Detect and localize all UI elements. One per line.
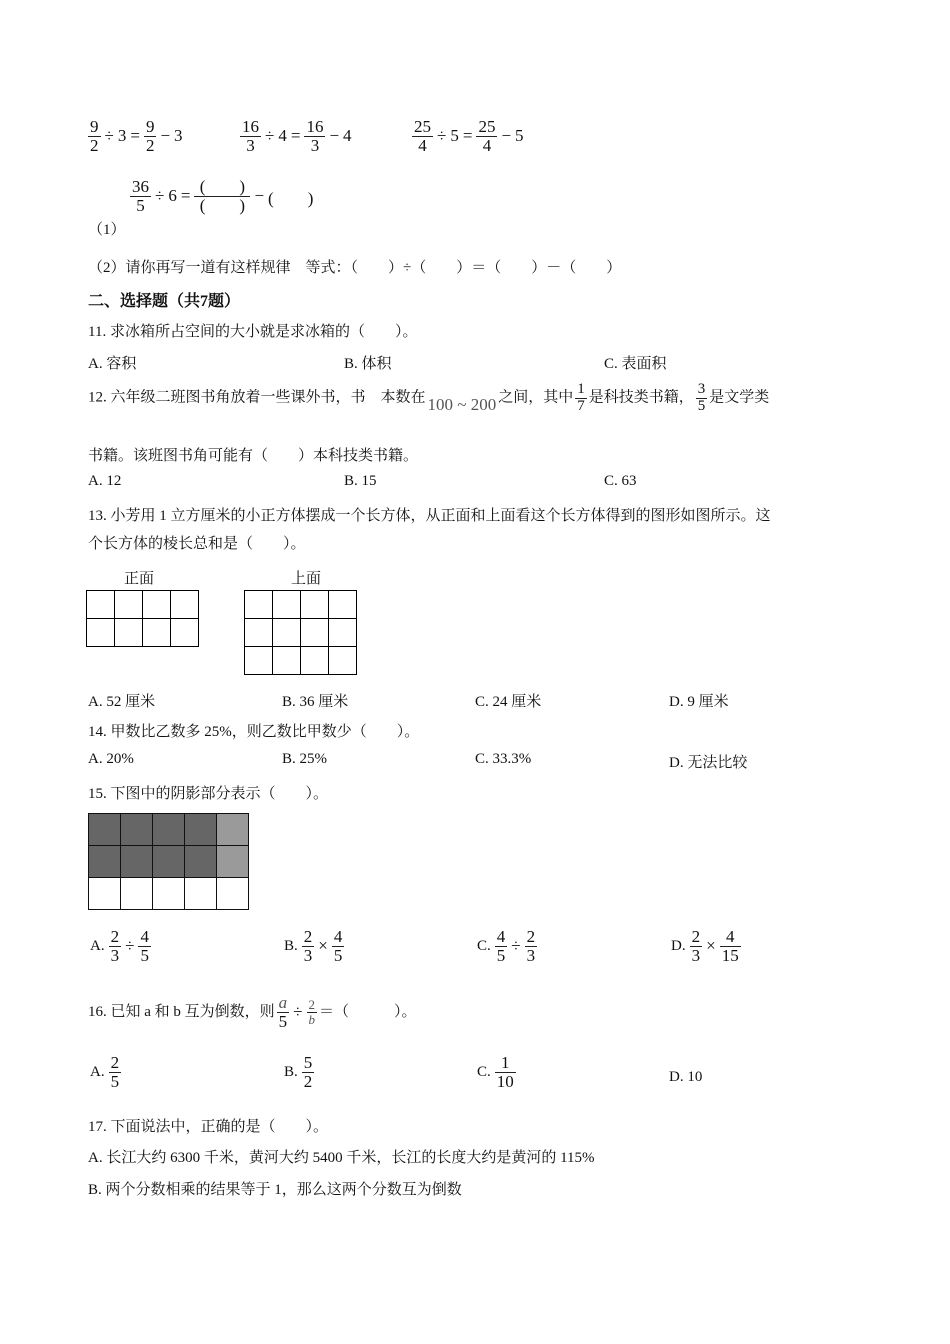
q15-stem: 15. 下图中的阴影部分表示（ ）。	[88, 786, 329, 802]
q16-option-c[interactable]: C. $\frac{1}{10}$	[477, 1053, 514, 1091]
q14-option-d[interactable]: D. 无法比较	[669, 755, 748, 771]
q10-1-blank-denominator[interactable]: ( )	[199, 195, 246, 215]
q14-option-b[interactable]: B. 25%	[282, 751, 327, 767]
q10-2-text: （2）请你再写一道有这样规律 等式：（ ）÷（ ）＝（ ）－（ ）	[88, 260, 622, 276]
q17-option-a[interactable]: A. 长江大约 6300 千米，黄河大约 5400 千米，长江的长度大约是黄河的 115%	[88, 1150, 595, 1166]
q10-1-blank-minus[interactable]: ( )	[268, 188, 314, 208]
example-equation-3: $\frac{25}{4}$ ÷ 5 = $\frac{25}{4}$ − 5	[414, 117, 524, 155]
q13-stem-line1: 13. 小芳用 1 立方厘米的小正方体摆成一个长方体，从正面和上面看这个长方体得到的图形如图所示。这	[88, 508, 771, 524]
q16-option-b[interactable]: B. $\frac{5}{2}$	[284, 1053, 313, 1091]
q13-stem-line2: 个长方体的棱长总和是（ ）。	[88, 536, 306, 552]
q16-stem: 16. 已知 a 和 b 互为倒数，则 $\frac{a}{5}$ ÷ $\frac{2}{b}$ ＝（ ）。	[88, 993, 417, 1031]
q10-1-blank-numerator[interactable]: ( )	[194, 178, 250, 197]
q15-option-d[interactable]: D. $\frac{2}{3}$ × $\frac{4}{15}$	[671, 927, 739, 965]
q14-option-a[interactable]: A. 20%	[88, 751, 134, 767]
q11-stem: 11. 求冰箱所占空间的大小就是求冰箱的（ ）。	[88, 324, 418, 340]
q15-option-b[interactable]: B. $\frac{2}{3}$ × $\frac{4}{5}$	[284, 927, 343, 965]
q11-option-b[interactable]: B. 体积	[344, 356, 392, 372]
q12-stem-line2: 书籍。该班图书角可能有（ ）本科技类书籍。	[88, 448, 419, 464]
q15-option-a[interactable]: A. $\frac{2}{3}$ ÷ $\frac{4}{5}$	[90, 927, 149, 965]
q12-stem-line1: 12. 六年级二班图书角放着一些课外书，书 本数在 100 ~ 200 之间，其中 $\frac{1}{7}$ 是科技类书籍， $\frac{3}{5}$ 是文学类	[88, 381, 770, 414]
section-title: 二、选择题（共7题）	[88, 293, 241, 310]
q11-option-c[interactable]: C. 表面积	[604, 356, 667, 372]
q12-option-a[interactable]: A. 12	[88, 473, 122, 489]
example-equation-2: $\frac{16}{3}$ ÷ 4 = $\frac{16}{3}$ − 4	[242, 117, 352, 155]
q17-stem: 17. 下面说法中，正确的是（ ）。	[88, 1119, 329, 1135]
q13-option-c[interactable]: C. 24 厘米	[475, 694, 542, 710]
q17-option-b[interactable]: B. 两个分数相乘的结果等于 1，那么这两个分数互为倒数	[88, 1182, 462, 1198]
q10-1-equation: $\frac{36}{5}$ ÷ 6 = $\frac{( )}{( )}$ − ( )	[132, 177, 314, 215]
shaded-grid	[88, 813, 249, 910]
q13-option-d[interactable]: D. 9 厘米	[669, 694, 729, 710]
q16-option-a[interactable]: A. $\frac{2}{5}$	[90, 1053, 120, 1091]
q10-1-label: （1）	[88, 222, 126, 238]
q14-option-c[interactable]: C. 33.3%	[475, 751, 532, 767]
q13-option-a[interactable]: A. 52 厘米	[88, 694, 156, 710]
example-equation-1: $\frac{9}{2}$ ÷ 3 = $\frac{9}{2}$ − 3	[90, 117, 183, 155]
q12-option-b[interactable]: B. 15	[344, 473, 377, 489]
q11-option-a[interactable]: A. 容积	[88, 356, 137, 372]
q14-stem: 14. 甲数比乙数多 25%，则乙数比甲数少（ ）。	[88, 724, 420, 740]
q12-option-c[interactable]: C. 63	[604, 473, 637, 489]
front-view-label: 正面	[124, 569, 155, 587]
q13-option-b[interactable]: B. 36 厘米	[282, 694, 349, 710]
top-view-grid	[244, 590, 357, 675]
top-view-label: 上面	[291, 569, 322, 587]
front-view-grid	[86, 590, 199, 647]
q16-option-d[interactable]: D. 10	[669, 1069, 703, 1085]
q15-option-c[interactable]: C. $\frac{4}{5}$ ÷ $\frac{2}{3}$	[477, 927, 536, 965]
